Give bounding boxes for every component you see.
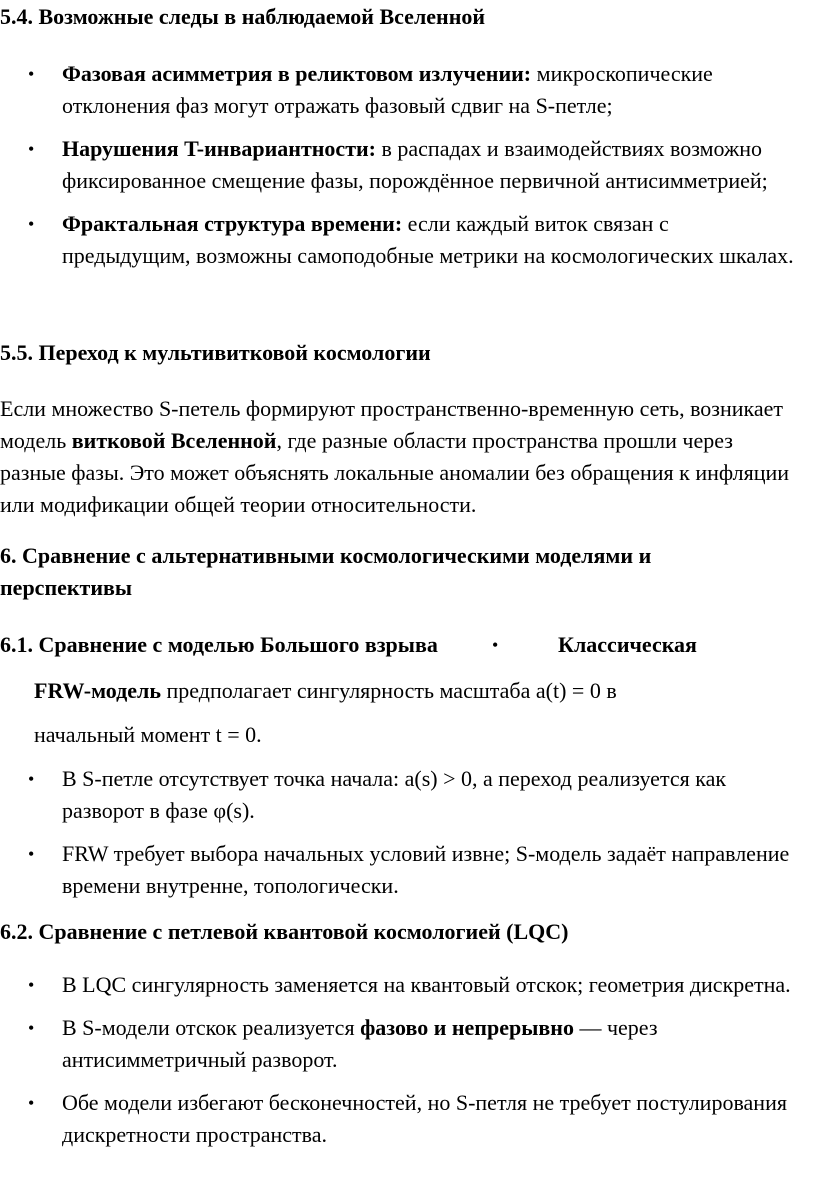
section-6-heading-line2: перспективы — [0, 575, 133, 600]
list-item: • FRW требует выбора начальных условий извне; S-модель задаёт направление времени внутренне, топологически. — [0, 838, 802, 902]
section-5-4-list — [0, 58, 816, 272]
section-6-2-list — [0, 969, 816, 1151]
list-item-emphasis: фазово и непрерывно — [360, 1015, 574, 1040]
list-item: • Обе модели избегают бесконечностей, но S-петля не требует постулирования дискретности пространства. — [0, 1087, 802, 1151]
list-item-term: Фрактальная структура времени: — [62, 211, 403, 236]
frw-term: FRW-модель — [34, 678, 161, 703]
frw-text: предполагает сингулярность масштаба a(t) = 0 в — [161, 678, 617, 703]
section-6-1-heading: 6.1. Сравнение с моделью Большого взрыва — [0, 632, 438, 657]
section-6-2-heading: 6.2. Сравнение с петлевой квантовой космологией (LQC) — [0, 919, 569, 944]
list-item-term: Фазовая асимметрия в реликтовом излучении: — [62, 61, 532, 86]
list-item: • В S-петле отсутствует точка начала: a(s) > 0, а переход реализуется как разворот в фазе φ(s). — [0, 763, 802, 827]
list-item-text: — через антисимметричный разворот. — [62, 1015, 658, 1072]
list-item-text: В S-модели отскок реализуется — [62, 1015, 361, 1040]
inline-bullet: • — [492, 635, 499, 655]
section-5-5-paragraph — [0, 393, 790, 521]
frw-line — [34, 675, 794, 707]
list-item — [0, 1012, 802, 1076]
classic-label: Классическая — [558, 632, 697, 657]
section-6-heading-line1: 6. Сравнение с альтернативными космологическими моделями и — [0, 543, 652, 568]
list-item — [0, 133, 802, 197]
paragraph-text: , где разные области пространства прошли через разные фазы. Это может объяснять локальные аномалии без обращения к инфляции или модификации общей теории относительности. — [0, 428, 790, 517]
section-5-5-heading: 5.5. Переход к мультивитковой космологии — [0, 340, 431, 365]
list-item: • В LQC сингулярность заменяется на квантовый отскок; геометрия дискретна. — [0, 969, 802, 1001]
list-item-term: Нарушения T-инвариантности: — [62, 136, 377, 161]
frw-line-2: начальный момент t = 0. — [34, 722, 262, 747]
list-item-text: если каждый виток связан с предыдущим, возможны самоподобные метрики на космологических шкалах. — [62, 211, 794, 268]
list-item-text: в распадах и взаимодействиях возможно фиксированное смещение фазы, порождённое первичной антисимметрией; — [62, 136, 768, 193]
section-6-1-list — [0, 763, 816, 902]
list-item — [0, 58, 802, 122]
list-item — [0, 208, 802, 272]
section-5-4-heading: 5.4. Возможные следы в наблюдаемой Вселенной — [0, 4, 486, 29]
paragraph-text: Если множество S-петель формируют пространственно-временную сеть, возникает модель — [0, 396, 784, 453]
list-item-text: микроскопические отклонения фаз могут отражать фазовый сдвиг на S-петле; — [62, 61, 713, 118]
paragraph-emphasis: витковой Вселенной — [71, 428, 277, 453]
